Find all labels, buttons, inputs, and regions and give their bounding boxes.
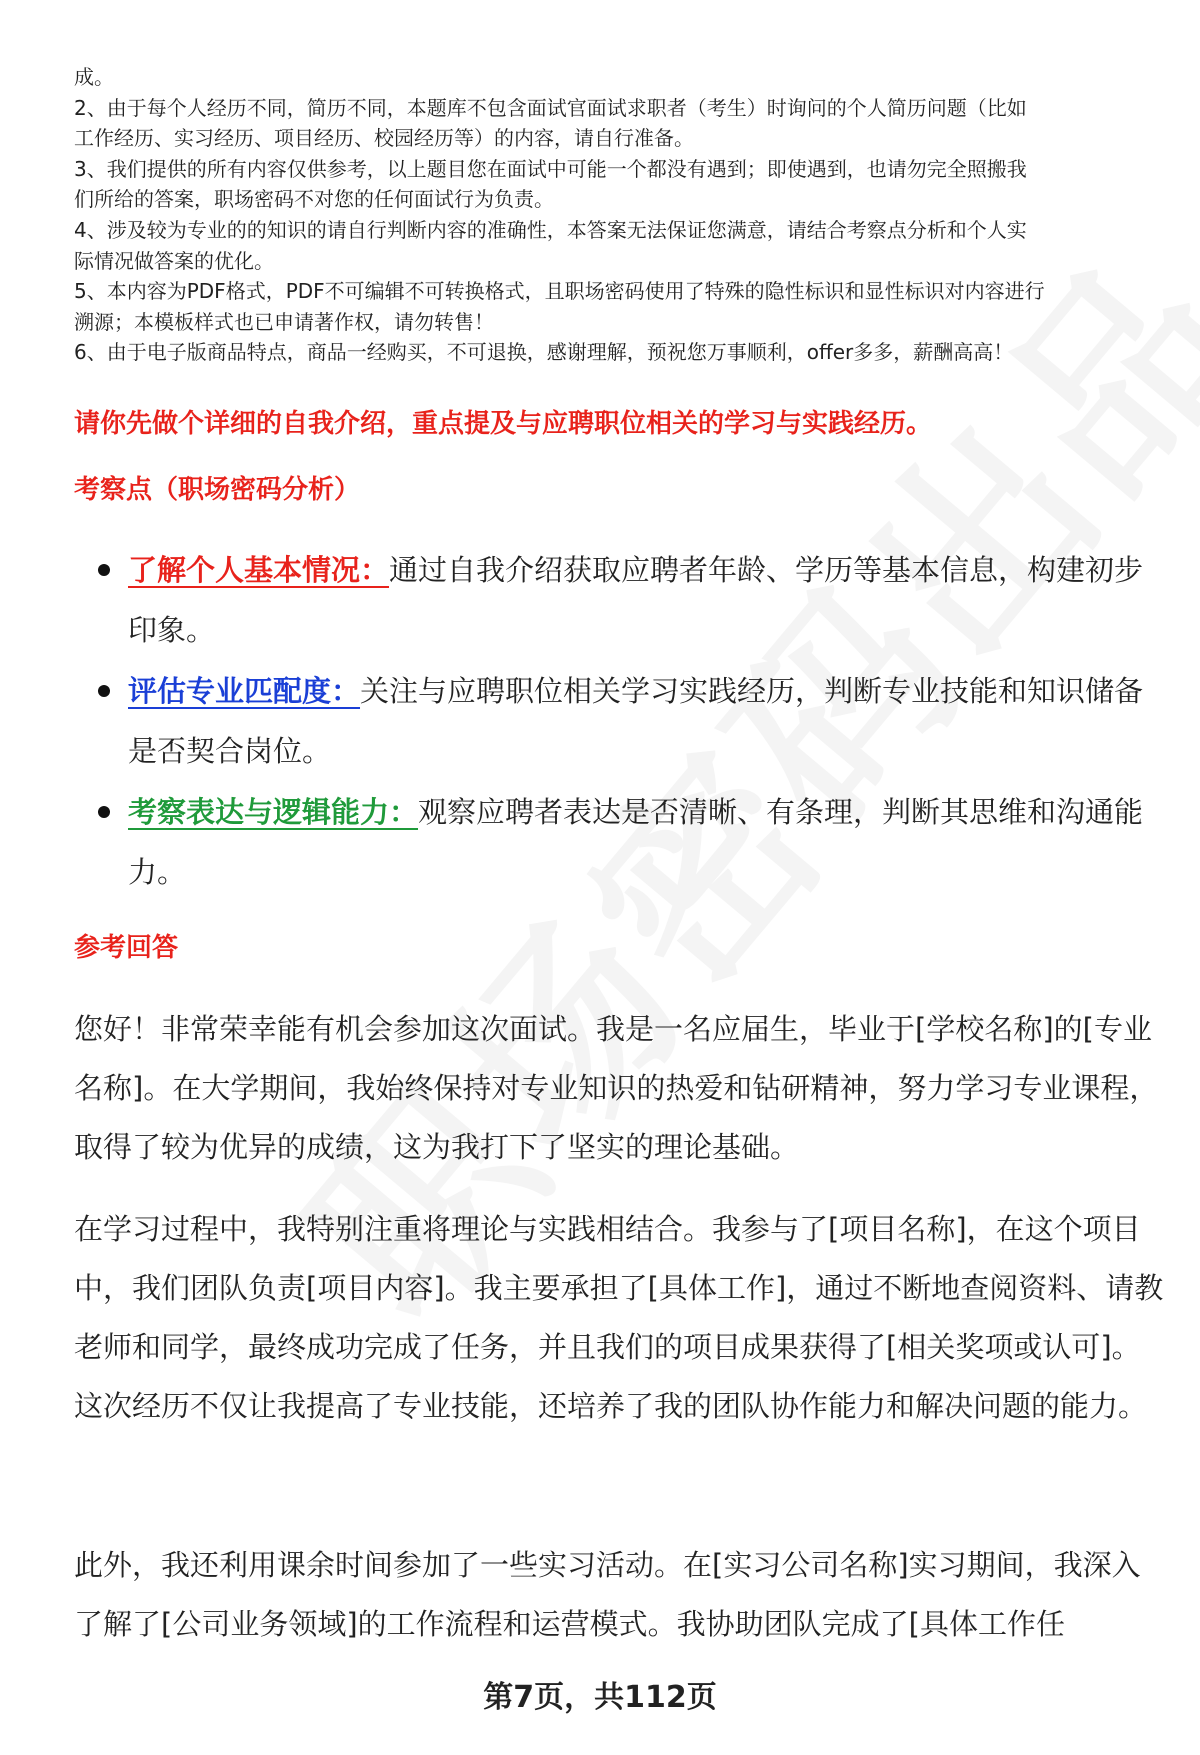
answer-paragraph: 您好！非常荣幸能有机会参加这次面试。我是一名应届生，毕业于[学校名称]的[专业名称]。在大学期间，我始终保持对专业知识的热爱和钻研精神，努力学习专业课程，取得了较为优异的成绩，这为我打下了坚实的理论基础。 xyxy=(74,1012,1159,1164)
analysis-point xyxy=(74,661,1164,781)
notice-line: 溯源；本模板样式也已申请著作权，请勿转售！ xyxy=(74,309,494,334)
notice-line: 工作经历、实习经历、项目经历、校园经历等）的内容，请自行准备。 xyxy=(74,126,694,151)
notice-line: 4、涉及较为专业的的知识的请自行判断内容的准确性，本答案无法保证您满意，请结合考察点分析和个人实 xyxy=(74,217,1027,242)
point-text: 观察应聘者表达是否清晰、有条理，判断其思维和沟通能力。 xyxy=(128,795,1144,889)
notice-line: 5、本内容为PDF格式，PDF不可编辑不可转换格式，且职场密码使用了特殊的隐性标识和显性标识对内容进行 xyxy=(74,279,1045,304)
analysis-point xyxy=(74,540,1164,660)
analysis-heading: 考察点（职场密码分析） xyxy=(74,475,361,505)
notice-line: 成。 xyxy=(74,65,114,89)
interview-question: 请你先做个详细的自我介绍，重点提及与应聘职位相关的学习与实践经历。 xyxy=(74,409,933,439)
bullet-icon xyxy=(98,806,110,818)
bullet-icon xyxy=(98,564,110,576)
analysis-point xyxy=(74,782,1164,902)
point-title: 评估专业匹配度： xyxy=(128,674,361,708)
answer-heading: 参考回答 xyxy=(74,933,179,963)
point-title: 了解个人基本情况： xyxy=(128,553,390,587)
answer-paragraph: 此外，我还利用课余时间参加了一些实习活动。在[实习公司名称]实习期间，我深入了解了[公司业务领域]的工作流程和运营模式。我协助团队完成了[具体工作任 xyxy=(74,1548,1141,1641)
notice-list xyxy=(74,62,1164,368)
bullet-icon xyxy=(98,685,110,697)
notice-line: 3、我们提供的所有内容仅供参考，以上题目您在面试中可能一个都没有遇到；即使遇到，也请勿完全照搬我 xyxy=(74,156,1027,181)
point-text: 通过自我介绍获取应聘者年龄、学历等基本信息，构建初步印象。 xyxy=(128,553,1144,647)
notice-line: 们所给的答案，职场密码不对您的任何面试行为负责。 xyxy=(74,187,554,212)
point-title: 考察表达与逻辑能力： xyxy=(128,795,419,829)
notice-line: 2、由于每个人经历不同，简历不同，本题库不包含面试官面试求职者（考生）时询问的个人简历问题（比如 xyxy=(74,95,1027,120)
answer-paragraph: 在学习过程中，我特别注重将理论与实践相结合。我参与了[项目名称]，在这个项目中，我们团队负责[项目内容]。我主要承担了[具体工作]，通过不断地查阅资料、请教老师和同学，最终成功完成了任务，并且我们的项目成果获得了[相关奖项或认可]。这次经历不仅让我提高了专业技能，还培养了我的团队协作能力和解决问题的能力。 xyxy=(74,1212,1164,1423)
point-text: 关注与应聘职位相关学习实践经历，判断专业技能和知识储备是否契合岗位。 xyxy=(128,674,1144,768)
page-number: 第7页，共112页 xyxy=(483,1680,717,1715)
analysis-points xyxy=(74,540,1164,903)
notice-line: 际情况做答案的优化。 xyxy=(74,248,274,273)
notice-line: 6、由于电子版商品特点，商品一经购买，不可退换，感谢理解，预祝您万事顺利，offer多多，薪酬高高！ xyxy=(74,340,1014,365)
